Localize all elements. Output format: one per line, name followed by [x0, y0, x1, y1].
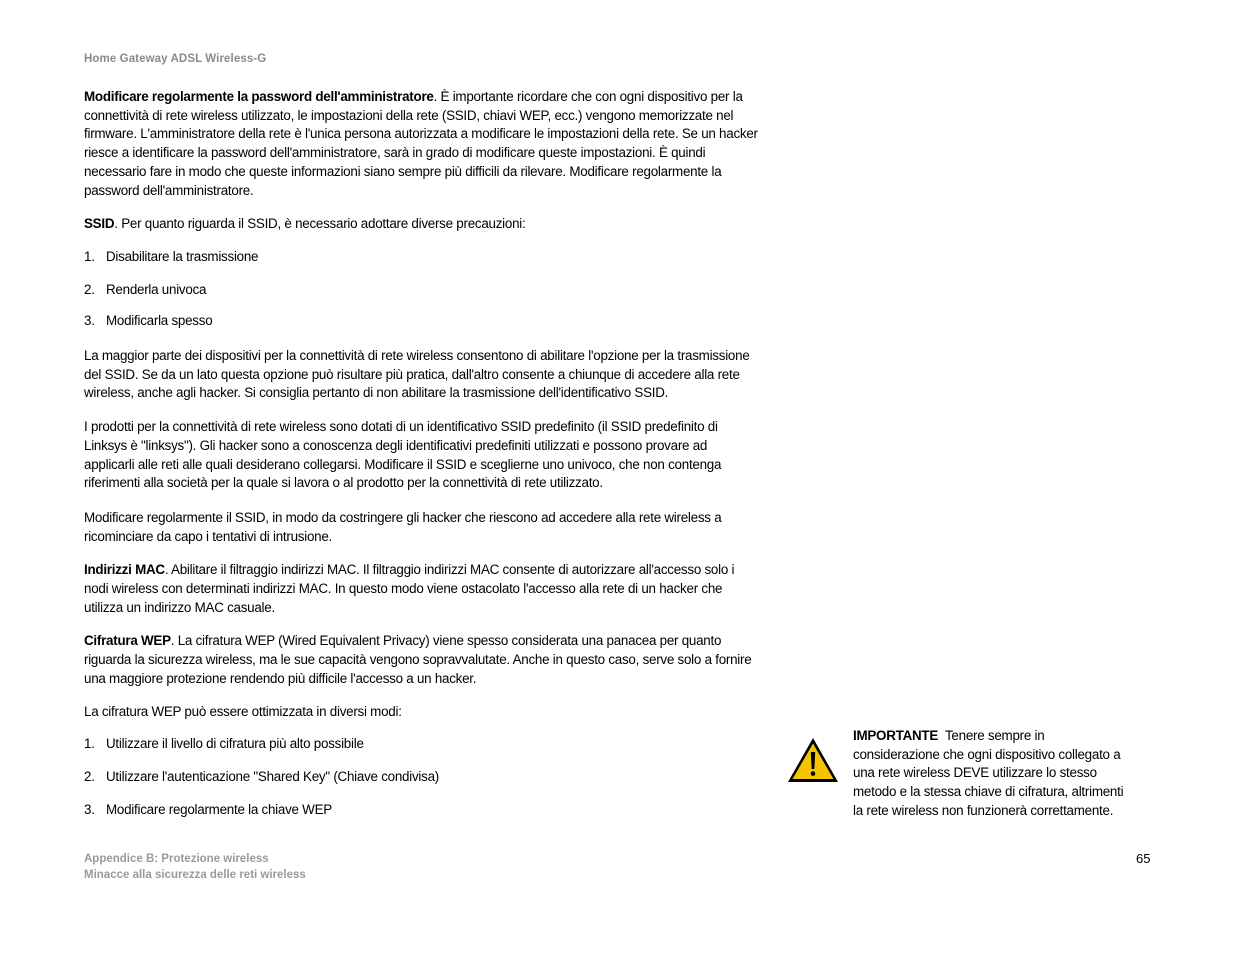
- text-admin-password: . È importante ricordare che con ogni dispositivo per la connettività di rete wireless utilizzato, le impostazioni della rete (SSID, chiavi WEP, ecc.) vengono memorizzate nel firmware. L'amministratore della rete è l'unica persona autorizzata a modificare le impostazioni della rete. Se un hacker riesce a identificare la password dell'amministratore, sarà in grado di modificare queste impostazioni. È quindi necessario fare in modo che queste informazioni siano sempre più difficili da rilevare. Modificare regolarmente la password dell'amministratore.: [84, 89, 758, 198]
- paragraph-ssid: [84, 215, 760, 234]
- paragraph-default-ssid: I prodotti per la connettività di rete wireless sono dotati di un identificativo SSID predefinito (il SSID predefinito di Linksys è "linksys"). Gli hacker sono a conoscenza degli identificativi predefiniti utilizzati e possono provare ad applicarli alle reti alle quali desiderano collegarsi. Modificare il SSID e sceglierne uno univoco, che non contenga riferimenti alla società per la quale si lavora o al prodotto per la connettività di rete utilizzato.: [84, 419, 722, 491]
- list-item: [84, 801, 760, 820]
- text-ssid: . Per quanto riguarda il SSID, è necessario adottare diverse precauzioni:: [114, 216, 526, 232]
- ssid-list: [84, 248, 760, 331]
- warning-icon: [786, 736, 840, 784]
- list-text: Utilizzare il livello di cifratura più alto possibile: [106, 736, 364, 752]
- heading-mac: Indirizzi MAC: [84, 562, 165, 578]
- paragraph-change-ssid: Modificare regolarmente il SSID, in modo da costringere gli hacker che riescono ad accedere alla rete wireless a ricominciare da capo i tentativi di intrusione.: [84, 509, 722, 544]
- list-item: [84, 312, 760, 331]
- list-number: 3.: [84, 313, 95, 329]
- paragraph-mac: [84, 561, 760, 617]
- footer-chapter: Appendice B: Protezione wireless: [84, 853, 269, 865]
- list-number: 1.: [84, 736, 95, 752]
- paragraph-broadcast: La maggior parte dei dispositivi per la connettività di rete wireless consentono di abilitare l'opzione per la trasmissione del SSID. Se da un lato questa opzione può risultare più pratica, dall'altro consente a chiunque di accedere alla rete wireless, anche agli hacker. Si consiglia pertanto di non abilitare la trasmissione dell'identificativo SSID.: [84, 348, 750, 401]
- list-text: Disabilitare la trasmissione: [106, 248, 259, 264]
- list-item: [84, 281, 760, 300]
- list-text: Modificare regolarmente la chiave WEP: [106, 801, 332, 817]
- note-title: IMPORTANTE: [853, 728, 939, 743]
- heading-ssid: SSID: [84, 216, 115, 232]
- text-wep: . La cifratura WEP (Wired Equivalent Privacy) viene spesso considerata una panacea per quanto riguarda la sicurezza wireless, ma le sue capacità vengono sopravvalutate. Anche in questo caso, serve solo a fornire una maggiore protezione rendendo più difficile l'accesso a un hacker.: [84, 633, 752, 686]
- page-number: 65: [1136, 851, 1151, 866]
- note-text: Tenere sempre in considerazione che ogni dispositivo collegato a una rete wireless DEVE utilizzare lo stesso metodo e la stessa chiave di cifratura, altrimenti la rete wireless non funzionerà correttamente.: [853, 728, 1124, 818]
- footer: [84, 851, 306, 883]
- list-text: Modificarla spesso: [106, 313, 213, 329]
- paragraph-admin-password: [84, 88, 760, 200]
- list-number: 1.: [84, 248, 95, 264]
- important-note: [853, 727, 1133, 821]
- list-item: [84, 768, 760, 787]
- list-number: 3.: [84, 801, 95, 817]
- paragraph-wep: [84, 632, 760, 688]
- main-content: [84, 88, 760, 819]
- list-item: [84, 735, 760, 754]
- running-header: Home Gateway ADSL Wireless-G: [84, 53, 267, 65]
- footer-section: Minacce alla sicurezza delle reti wireless: [84, 869, 306, 881]
- wep-list: [84, 735, 760, 819]
- text-mac: . Abilitare il filtraggio indirizzi MAC. Il filtraggio indirizzi MAC consente di autorizzare all'accesso solo i nodi wireless con determinati indirizzi MAC. In questo modo viene ostacolato l'accesso alla rete di un hacker che utilizza un indirizzo MAC casuale.: [84, 562, 735, 615]
- heading-admin-password: Modificare regolarmente la password dell'amministratore: [84, 89, 434, 104]
- paragraph-wep-ways: La cifratura WEP può essere ottimizzata in diversi modi:: [84, 703, 402, 719]
- list-number: 2.: [84, 281, 95, 297]
- list-item: [84, 248, 760, 267]
- list-text: Utilizzare l'autenticazione "Shared Key" (Chiave condivisa): [106, 768, 439, 784]
- list-text: Renderla univoca: [106, 281, 207, 297]
- heading-wep: Cifratura WEP: [84, 633, 171, 649]
- list-number: 2.: [84, 768, 95, 784]
